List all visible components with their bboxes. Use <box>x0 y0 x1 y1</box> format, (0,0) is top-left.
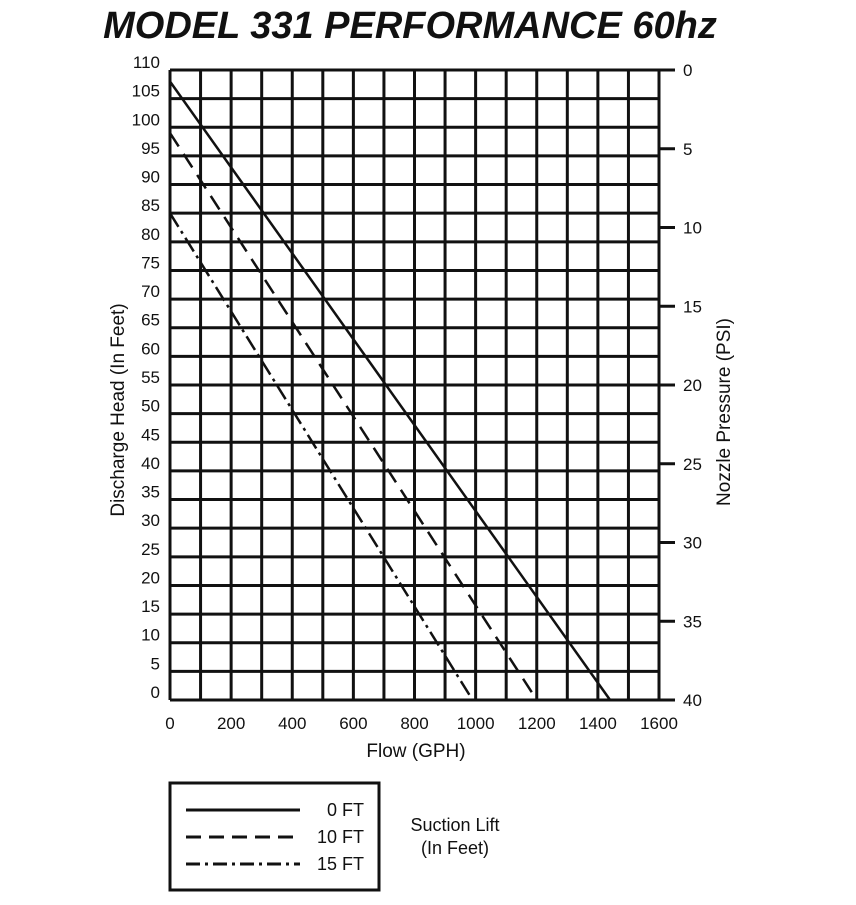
y-tick-label: 40 <box>141 453 160 473</box>
y-tick-label: 80 <box>141 224 160 244</box>
series-line-0-ft <box>170 82 610 701</box>
x-tick-label: 800 <box>400 714 429 733</box>
legend-label: 15 FT <box>316 854 364 874</box>
y2-tick-label: 30 <box>683 533 702 553</box>
y-tick-label: 85 <box>141 196 160 216</box>
y-tick-label: 90 <box>141 167 160 187</box>
y-tick-label: 105 <box>131 81 160 101</box>
legend-items <box>186 800 364 874</box>
y2-tick-label: 25 <box>683 454 702 474</box>
y-tick-label: 60 <box>141 339 160 359</box>
y-tick-label: 110 <box>132 53 160 72</box>
grid <box>170 70 675 700</box>
legend <box>170 783 500 890</box>
x-tick-label: 1200 <box>517 714 556 733</box>
y2-tick-label: 20 <box>683 376 702 395</box>
y-tick-labels <box>132 53 160 702</box>
x-tick-label: 1600 <box>640 714 678 733</box>
x-tick-label: 1400 <box>578 714 617 733</box>
y2-tick-labels <box>683 61 702 710</box>
y-tick-label: 35 <box>141 482 160 502</box>
y2-axis-label: Nozzle Pressure (PSI) <box>714 318 735 506</box>
y-tick-label: 0 <box>150 683 160 702</box>
y-tick-label: 5 <box>150 654 160 674</box>
y-tick-label: 65 <box>141 310 160 330</box>
y-tick-label: 55 <box>141 368 160 387</box>
y2-tick-label: 15 <box>683 297 702 317</box>
series-line-15-ft <box>170 213 473 700</box>
y-tick-label: 25 <box>141 539 160 559</box>
legend-title: Suction Lift <box>410 815 500 835</box>
x-tick-label: 600 <box>339 714 368 733</box>
y-tick-label: 20 <box>141 568 160 588</box>
x-axis-label: Flow (GPH) <box>366 741 466 762</box>
y2-tick-label: 10 <box>683 218 702 238</box>
y-tick-label: 100 <box>131 110 160 130</box>
y2-tick-label: 35 <box>683 612 702 632</box>
y-tick-label: 10 <box>141 625 160 645</box>
x-tick-label: 0 <box>165 714 175 733</box>
legend-label: 10 FT <box>316 827 364 847</box>
legend-subtitle: (In Feet) <box>420 838 490 858</box>
y2-tick-label: 40 <box>683 691 702 710</box>
x-tick-label: 1000 <box>456 714 495 733</box>
y-tick-label: 15 <box>141 597 160 617</box>
y-tick-label: 75 <box>141 253 160 273</box>
y2-tick-label: 5 <box>683 139 693 159</box>
x-tick-label: 200 <box>216 714 246 733</box>
x-tick-labels <box>165 714 678 733</box>
y-tick-label: 45 <box>141 425 160 445</box>
y-tick-label: 95 <box>141 138 160 158</box>
y-axis-label: Discharge Head (In Feet) <box>108 303 129 517</box>
series-lines <box>170 82 610 701</box>
y2-tick-label: 0 <box>683 61 693 80</box>
chart-title: MODEL 331 PERFORMANCE 60hz <box>103 5 717 47</box>
legend-label: 0 FT <box>326 800 364 820</box>
y-tick-label: 30 <box>141 511 160 531</box>
y-tick-label: 70 <box>141 282 160 302</box>
y-tick-label: 50 <box>141 396 160 416</box>
x-tick-label: 400 <box>278 714 307 733</box>
